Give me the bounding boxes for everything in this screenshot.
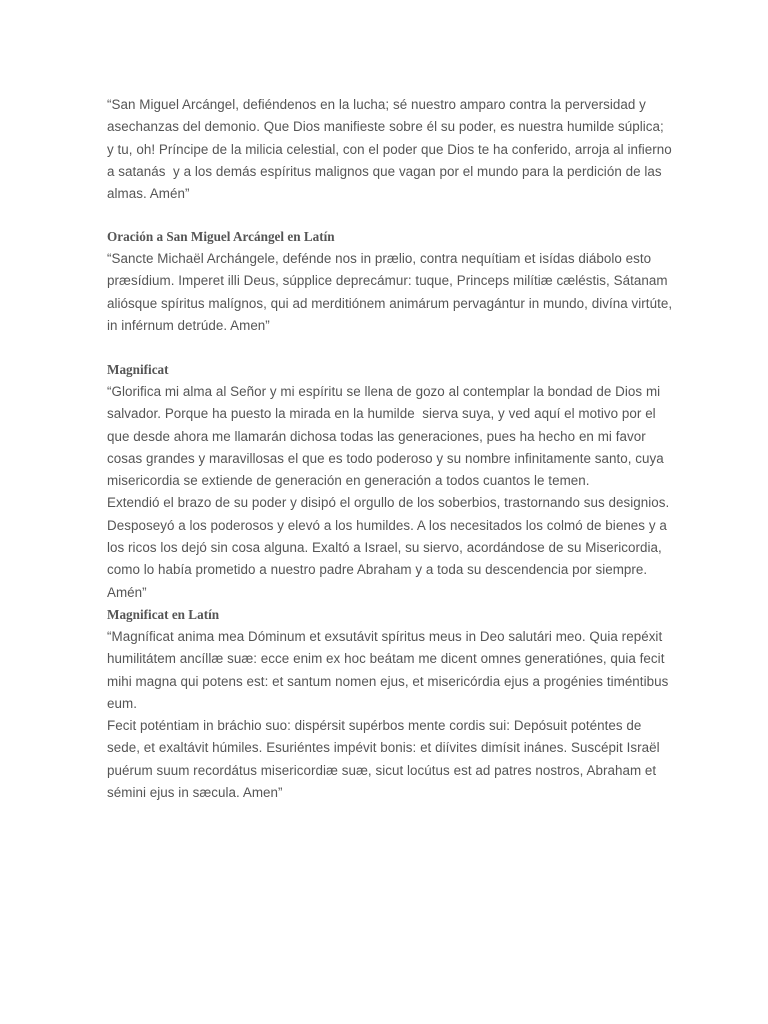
prayer-san-miguel-latin [107,248,673,337]
text-line: almas. Amén” [107,186,190,202]
text-line: puérum suum recordátus misericordiæ suæ, sicut locútus est ad patres nostros, Abraham et [107,762,657,778]
text-line: Fecit poténtiam in bráchio suo: dispérsit supérbos mente cordis sui: Depósuit poténtes de [107,718,642,734]
text-line: sémini ejus in sæcula. Amen” [107,785,283,801]
text-line: Desposeyó a los poderosos y elevó a los humildes. A los necesitados los colmó de bienes y a [107,517,667,533]
text-line: que desde ahora me llamarán dichosa todas las generaciones, pues ha hecho en mi favor [107,428,646,444]
text-line: præsídium. Imperet illi Deus, súpplice deprecámur: tuque, Princeps milítiæ cæléstis, Sátanam [107,273,668,289]
text-line: los ricos los dejó sin cosa alguna. Exaltó a Israel, su siervo, acordándose de su Misericordia, [107,540,662,556]
text-line: aliósque spíritus malígnos, qui ad merditiónem animárum pervagántur in mundo, divína virtúte, [107,295,673,311]
text-line: in inférnum detrúde. Amen” [107,317,270,333]
heading-san-miguel-latin: Oración a San Miguel Arcángel en Latín [107,229,335,244]
text-line: misericordia se extiende de generación en generación a todos cuantos le temen. [107,473,590,489]
text-line: como lo había prometido a nuestro padre Abraham y a toda su descendencia por siempre. [107,562,648,578]
prayer-san-miguel-spanish [107,94,672,205]
text-line: “Magníficat anima mea Dóminum et exsutávit spíritus meus in Deo salutári meo. Quia repéxit [107,629,663,644]
text-line: cosas grandes y maravillosas el que es todo poderoso y su nombre infinitamente santo, cuya [107,450,664,466]
text-line: “Glorifica mi alma al Señor y mi espíritu se llena de gozo al contemplar la bondad de Dios mi [107,384,661,399]
text-line: a satanás y a los demás espíritus malignos que vagan por el mundo para la perdición de las [107,163,662,179]
text-line: “San Miguel Arcángel, defiéndenos en la lucha; sé nuestro amparo contra la perversidad y [107,97,646,112]
text-line: humilitátem ancíllæ suæ: ecce enim ex hoc beátam me dicent omnes generatiónes, quia fecit [107,651,665,667]
text-line: asechanzas del demonio. Que Dios manifieste sobre él su poder, es nuestra humilde súplica; [107,119,664,135]
text-line: sede, et exaltávit húmiles. Esuriéntes impévit bonis: et diívites dimísit inánes. Suscépit Israël [107,740,660,756]
heading-magnificat: Magnificat [107,362,169,377]
text-line: y tu, oh! Príncipe de la milicia celestial, con el poder que Dios te ha conferido, arroja al infierno [107,141,672,157]
text-line: Amén” [107,584,147,600]
text-line: eum. [107,695,137,711]
text-line: “Sancte Michaël Archángele, defénde nos in prælio, contra nequítiam et isídas diábolo esto [107,251,652,266]
prayer-magnificat-latin [107,626,667,804]
prayer-magnificat-spanish [107,381,670,604]
text-line: salvador. Porque ha puesto la mirada en la humilde sierva suya, y ved aquí el motivo por el [107,406,656,422]
heading-magnificat-latin: Magnificat en Latín [107,607,220,622]
text-line: Extendió el brazo de su poder y disipó el orgullo de los soberbios, trastornando sus designios. [107,495,670,511]
text-line: mihi magna qui potens est: et santum nomen ejus, et misericórdia ejus a progénies timéntibus [107,673,669,689]
